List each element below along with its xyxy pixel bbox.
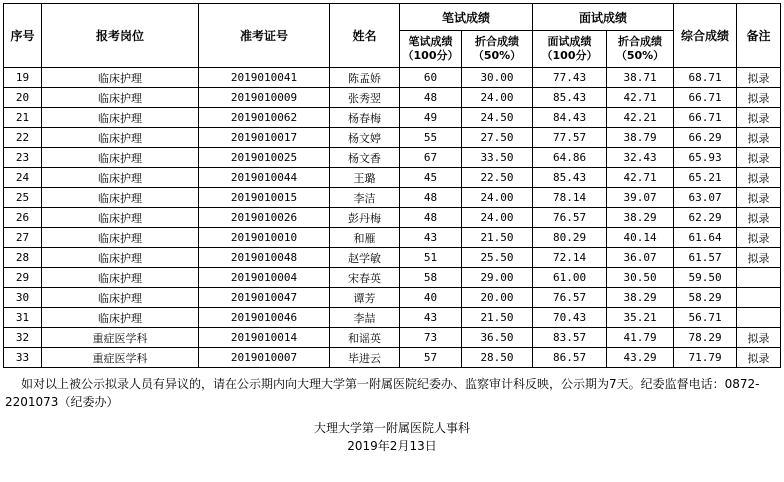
table-row: [4, 188, 781, 208]
row-ticket: 2019010041: [199, 68, 330, 88]
row-remark: 拟录: [737, 148, 781, 168]
row-interview-converted: 38.79: [607, 128, 674, 148]
row-remark: 拟录: [737, 88, 781, 108]
header-seq: 序号: [4, 4, 42, 68]
row-position: 临床护理: [42, 188, 199, 208]
row-interview-converted: 35.21: [607, 308, 674, 328]
row-total: 59.50: [674, 268, 737, 288]
row-interview-score: 80.29: [533, 228, 607, 248]
row-ticket: 2019010062: [199, 108, 330, 128]
row-interview-score: 76.57: [533, 288, 607, 308]
row-total: 65.93: [674, 148, 737, 168]
row-remark: 拟录: [737, 208, 781, 228]
row-remark: 拟录: [737, 168, 781, 188]
row-total: 71.79: [674, 348, 737, 368]
row-total: 66.29: [674, 128, 737, 148]
row-total: 61.57: [674, 248, 737, 268]
row-written-score: 73: [400, 328, 462, 348]
row-interview-score: 83.57: [533, 328, 607, 348]
table-body: [4, 68, 781, 368]
row-name: 赵学敏: [330, 248, 400, 268]
row-position: 临床护理: [42, 68, 199, 88]
header-position: 报考岗位: [42, 4, 199, 68]
row-written-converted: 22.50: [462, 168, 533, 188]
row-seq: 23: [4, 148, 42, 168]
row-written-score: 48: [400, 208, 462, 228]
row-written-converted: 24.00: [462, 188, 533, 208]
row-remark: 拟录: [737, 228, 781, 248]
row-written-score: 51: [400, 248, 462, 268]
row-seq: 26: [4, 208, 42, 228]
header-name: 姓名: [330, 4, 400, 68]
header-written-converted: 折合成绩（50%）: [462, 31, 533, 68]
row-seq: 19: [4, 68, 42, 88]
row-position: 临床护理: [42, 288, 199, 308]
row-written-score: 58: [400, 268, 462, 288]
table-row: [4, 128, 781, 148]
header-total: 综合成绩: [674, 4, 737, 68]
row-name: 彭丹梅: [330, 208, 400, 228]
row-seq: 33: [4, 348, 42, 368]
row-total: 62.29: [674, 208, 737, 228]
row-name: 李洁: [330, 188, 400, 208]
row-written-score: 43: [400, 228, 462, 248]
row-remark: 拟录: [737, 248, 781, 268]
row-written-converted: 21.50: [462, 308, 533, 328]
table-row: [4, 228, 781, 248]
row-seq: 27: [4, 228, 42, 248]
row-ticket: 2019010015: [199, 188, 330, 208]
row-total: 56.71: [674, 308, 737, 328]
row-ticket: 2019010007: [199, 348, 330, 368]
row-written-converted: 25.50: [462, 248, 533, 268]
row-ticket: 2019010026: [199, 208, 330, 228]
row-interview-score: 86.57: [533, 348, 607, 368]
header-written-group: 笔试成绩: [400, 4, 533, 31]
row-interview-converted: 38.71: [607, 68, 674, 88]
row-interview-converted: 42.71: [607, 168, 674, 188]
row-remark: 拟录: [737, 108, 781, 128]
row-seq: 25: [4, 188, 42, 208]
table-row: [4, 348, 781, 368]
row-interview-converted: 43.29: [607, 348, 674, 368]
row-written-score: 48: [400, 88, 462, 108]
row-remark: 拟录: [737, 128, 781, 148]
row-seq: 20: [4, 88, 42, 108]
table-row: [4, 168, 781, 188]
row-interview-score: 77.57: [533, 128, 607, 148]
row-seq: 32: [4, 328, 42, 348]
table-row: [4, 288, 781, 308]
row-seq: 28: [4, 248, 42, 268]
row-seq: 31: [4, 308, 42, 328]
row-remark: 拟录: [737, 188, 781, 208]
row-ticket: 2019010025: [199, 148, 330, 168]
header-remark: 备注: [737, 4, 781, 68]
row-interview-converted: 32.43: [607, 148, 674, 168]
row-total: 66.71: [674, 88, 737, 108]
row-written-converted: 20.00: [462, 288, 533, 308]
row-written-score: 40: [400, 288, 462, 308]
table-row: [4, 248, 781, 268]
row-ticket: 2019010010: [199, 228, 330, 248]
table-row: [4, 328, 781, 348]
row-interview-converted: 38.29: [607, 208, 674, 228]
row-name: 宋春英: [330, 268, 400, 288]
row-seq: 22: [4, 128, 42, 148]
table-row: [4, 108, 781, 128]
row-position: 重症医学科: [42, 348, 199, 368]
row-interview-score: 85.43: [533, 88, 607, 108]
row-written-converted: 29.00: [462, 268, 533, 288]
row-name: 和雁: [330, 228, 400, 248]
row-seq: 29: [4, 268, 42, 288]
row-remark: [737, 308, 781, 328]
row-interview-converted: 42.21: [607, 108, 674, 128]
row-written-converted: 27.50: [462, 128, 533, 148]
header-interview-converted: 折合成绩（50%）: [607, 31, 674, 68]
row-interview-score: 72.14: [533, 248, 607, 268]
row-total: 66.71: [674, 108, 737, 128]
row-total: 58.29: [674, 288, 737, 308]
row-position: 临床护理: [42, 228, 199, 248]
row-position: 临床护理: [42, 308, 199, 328]
table-row: [4, 88, 781, 108]
row-interview-score: 84.43: [533, 108, 607, 128]
row-interview-converted: 30.50: [607, 268, 674, 288]
row-interview-converted: 38.29: [607, 288, 674, 308]
row-written-converted: 24.00: [462, 88, 533, 108]
table-row: [4, 208, 781, 228]
row-total: 78.29: [674, 328, 737, 348]
row-name: 杨文婷: [330, 128, 400, 148]
table-row: [4, 308, 781, 328]
row-position: 重症医学科: [42, 328, 199, 348]
row-written-converted: 28.50: [462, 348, 533, 368]
results-table: [3, 3, 781, 368]
row-total: 68.71: [674, 68, 737, 88]
row-name: 张秀翌: [330, 88, 400, 108]
row-interview-score: 70.43: [533, 308, 607, 328]
row-name: 陈孟娇: [330, 68, 400, 88]
row-remark: [737, 288, 781, 308]
row-position: 临床护理: [42, 88, 199, 108]
row-written-converted: 24.50: [462, 108, 533, 128]
row-interview-score: 78.14: [533, 188, 607, 208]
row-ticket: 2019010004: [199, 268, 330, 288]
header-interview-score: 面试成绩（100分）: [533, 31, 607, 68]
row-written-score: 49: [400, 108, 462, 128]
row-written-score: 60: [400, 68, 462, 88]
row-written-score: 45: [400, 168, 462, 188]
table-row: [4, 148, 781, 168]
row-remark: [737, 268, 781, 288]
row-written-converted: 21.50: [462, 228, 533, 248]
row-interview-score: 77.43: [533, 68, 607, 88]
table-row: [4, 268, 781, 288]
row-position: 临床护理: [42, 268, 199, 288]
row-ticket: 2019010014: [199, 328, 330, 348]
row-position: 临床护理: [42, 128, 199, 148]
issuing-department: 大理大学第一附属医院人事科: [313, 421, 470, 435]
row-interview-score: 64.86: [533, 148, 607, 168]
row-interview-converted: 41.79: [607, 328, 674, 348]
row-position: 临床护理: [42, 108, 199, 128]
header-written-score: 笔试成绩（100分）: [400, 31, 462, 68]
row-seq: 24: [4, 168, 42, 188]
row-ticket: 2019010044: [199, 168, 330, 188]
row-ticket: 2019010009: [199, 88, 330, 108]
header-ticket: 准考证号: [199, 4, 330, 68]
row-written-converted: 24.00: [462, 208, 533, 228]
row-written-converted: 36.50: [462, 328, 533, 348]
row-remark: 拟录: [737, 348, 781, 368]
row-total: 61.64: [674, 228, 737, 248]
row-written-score: 67: [400, 148, 462, 168]
row-ticket: 2019010046: [199, 308, 330, 328]
row-name: 和谣英: [330, 328, 400, 348]
row-position: 临床护理: [42, 248, 199, 268]
header-interview-group: 面试成绩: [533, 4, 674, 31]
row-total: 65.21: [674, 168, 737, 188]
row-interview-score: 61.00: [533, 268, 607, 288]
row-ticket: 2019010048: [199, 248, 330, 268]
objection-notice: 如对以上被公示拟录人员有异议的，请在公示期内向大理大学第一附属医院纪委办、监察审计科反映，公示期为7天。纪委监督电话：0872-2201073（纪委办）: [5, 377, 760, 409]
row-seq: 21: [4, 108, 42, 128]
row-interview-score: 76.57: [533, 208, 607, 228]
row-name: 谭芳: [330, 288, 400, 308]
row-written-score: 57: [400, 348, 462, 368]
row-position: 临床护理: [42, 148, 199, 168]
row-name: 杨春梅: [330, 108, 400, 128]
row-name: 毕进云: [330, 348, 400, 368]
row-remark: 拟录: [737, 328, 781, 348]
row-interview-converted: 39.07: [607, 188, 674, 208]
row-remark: 拟录: [737, 68, 781, 88]
row-ticket: 2019010047: [199, 288, 330, 308]
row-written-converted: 30.00: [462, 68, 533, 88]
row-seq: 30: [4, 288, 42, 308]
row-name: 李喆: [330, 308, 400, 328]
issue-date: 2019年2月13日: [347, 439, 437, 453]
row-written-score: 48: [400, 188, 462, 208]
row-written-score: 55: [400, 128, 462, 148]
row-position: 临床护理: [42, 208, 199, 228]
row-name: 王璐: [330, 168, 400, 188]
row-written-converted: 33.50: [462, 148, 533, 168]
row-ticket: 2019010017: [199, 128, 330, 148]
row-interview-converted: 36.07: [607, 248, 674, 268]
row-total: 63.07: [674, 188, 737, 208]
row-name: 杨文香: [330, 148, 400, 168]
row-interview-converted: 40.14: [607, 228, 674, 248]
table-row: [4, 68, 781, 88]
row-interview-score: 85.43: [533, 168, 607, 188]
row-written-score: 43: [400, 308, 462, 328]
row-position: 临床护理: [42, 168, 199, 188]
row-interview-converted: 42.71: [607, 88, 674, 108]
